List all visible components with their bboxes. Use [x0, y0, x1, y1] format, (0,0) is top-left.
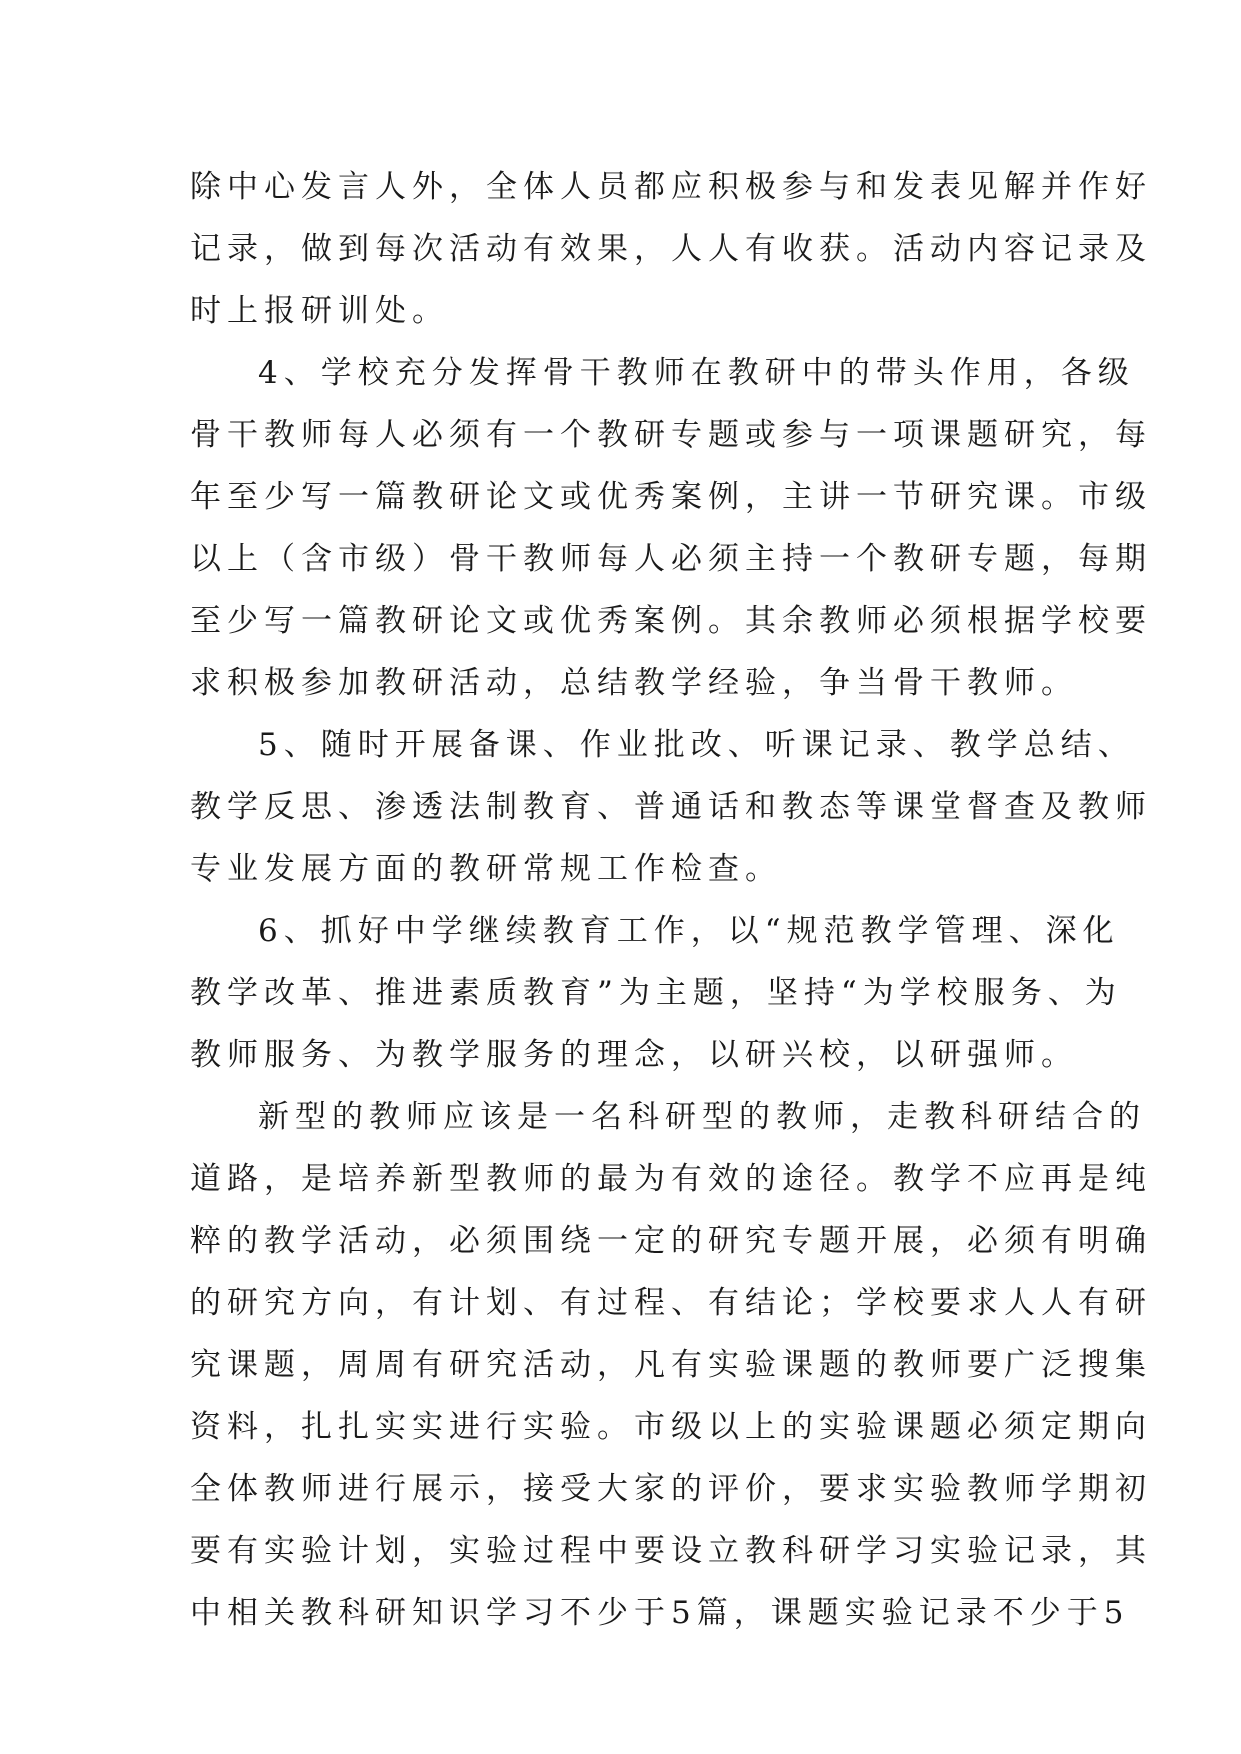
text-line: 以上（含市级）骨干教师每人必须主持一个教研专题，每期	[190, 541, 1152, 577]
text-line: 粹的教学活动，必须围绕一定的研究专题开展，必须有明确	[190, 1223, 1152, 1259]
document-body	[190, 156, 1152, 1644]
text-line: 记录，做到每次活动有效果，人人有收获。活动内容记录及	[190, 231, 1152, 267]
paragraph-start-line: 新型的教师应该是一名科研型的教师，走教科研结合的	[258, 1099, 1146, 1135]
text-line: 骨干教师每人必须有一个教研专题或参与一项课题研究，每	[190, 417, 1152, 453]
text-line: 年至少写一篇教研论文或优秀案例，主讲一节研究课。市级	[190, 479, 1152, 515]
paragraph-start-line: 4、学校充分发挥骨干教师在教研中的带头作用，各级	[258, 355, 1135, 391]
paragraph-start-line: 6、抓好中学继续教育工作，以“规范教学管理、深化	[258, 913, 1120, 949]
text-line: 至少写一篇教研论文或优秀案例。其余教师必须根据学校要	[190, 603, 1152, 639]
text-line: 资料，扎扎实实进行实验。市级以上的实验课题必须定期向	[190, 1409, 1152, 1445]
text-line: 究课题，周周有研究活动，凡有实验课题的教师要广泛搜集	[190, 1347, 1152, 1383]
text-line: 专业发展方面的教研常规工作检查。	[190, 851, 782, 887]
text-line: 除中心发言人外，全体人员都应积极参与和发表见解并作好	[190, 169, 1152, 205]
text-line: 时上报研训处。	[190, 293, 449, 329]
text-line: 道路，是培养新型教师的最为有效的途径。教学不应再是纯	[190, 1161, 1152, 1197]
text-line: 全体教师进行展示，接受大家的评价，要求实验教师学期初	[190, 1471, 1152, 1507]
text-line: 求积极参加教研活动，总结教学经验，争当骨干教师。	[190, 665, 1078, 701]
text-line: 中相关教科研知识学习不少于5篇，课题实验记录不少于5	[190, 1595, 1130, 1631]
text-line: 教学反思、渗透法制教育、普通话和教态等课堂督查及教师	[190, 789, 1152, 825]
text-line: 教师服务、为教学服务的理念，以研兴校，以研强师。	[190, 1037, 1078, 1073]
text-line: 要有实验计划，实验过程中要设立教科研学习实验记录，其	[190, 1533, 1152, 1569]
text-line: 教学改革、推进素质教育”为主题，坚持“为学校服务、为	[190, 975, 1122, 1011]
text-line: 的研究方向，有计划、有过程、有结论；学校要求人人有研	[190, 1285, 1152, 1321]
paragraph-start-line: 5、随时开展备课、作业批改、听课记录、教学总结、	[258, 727, 1135, 763]
